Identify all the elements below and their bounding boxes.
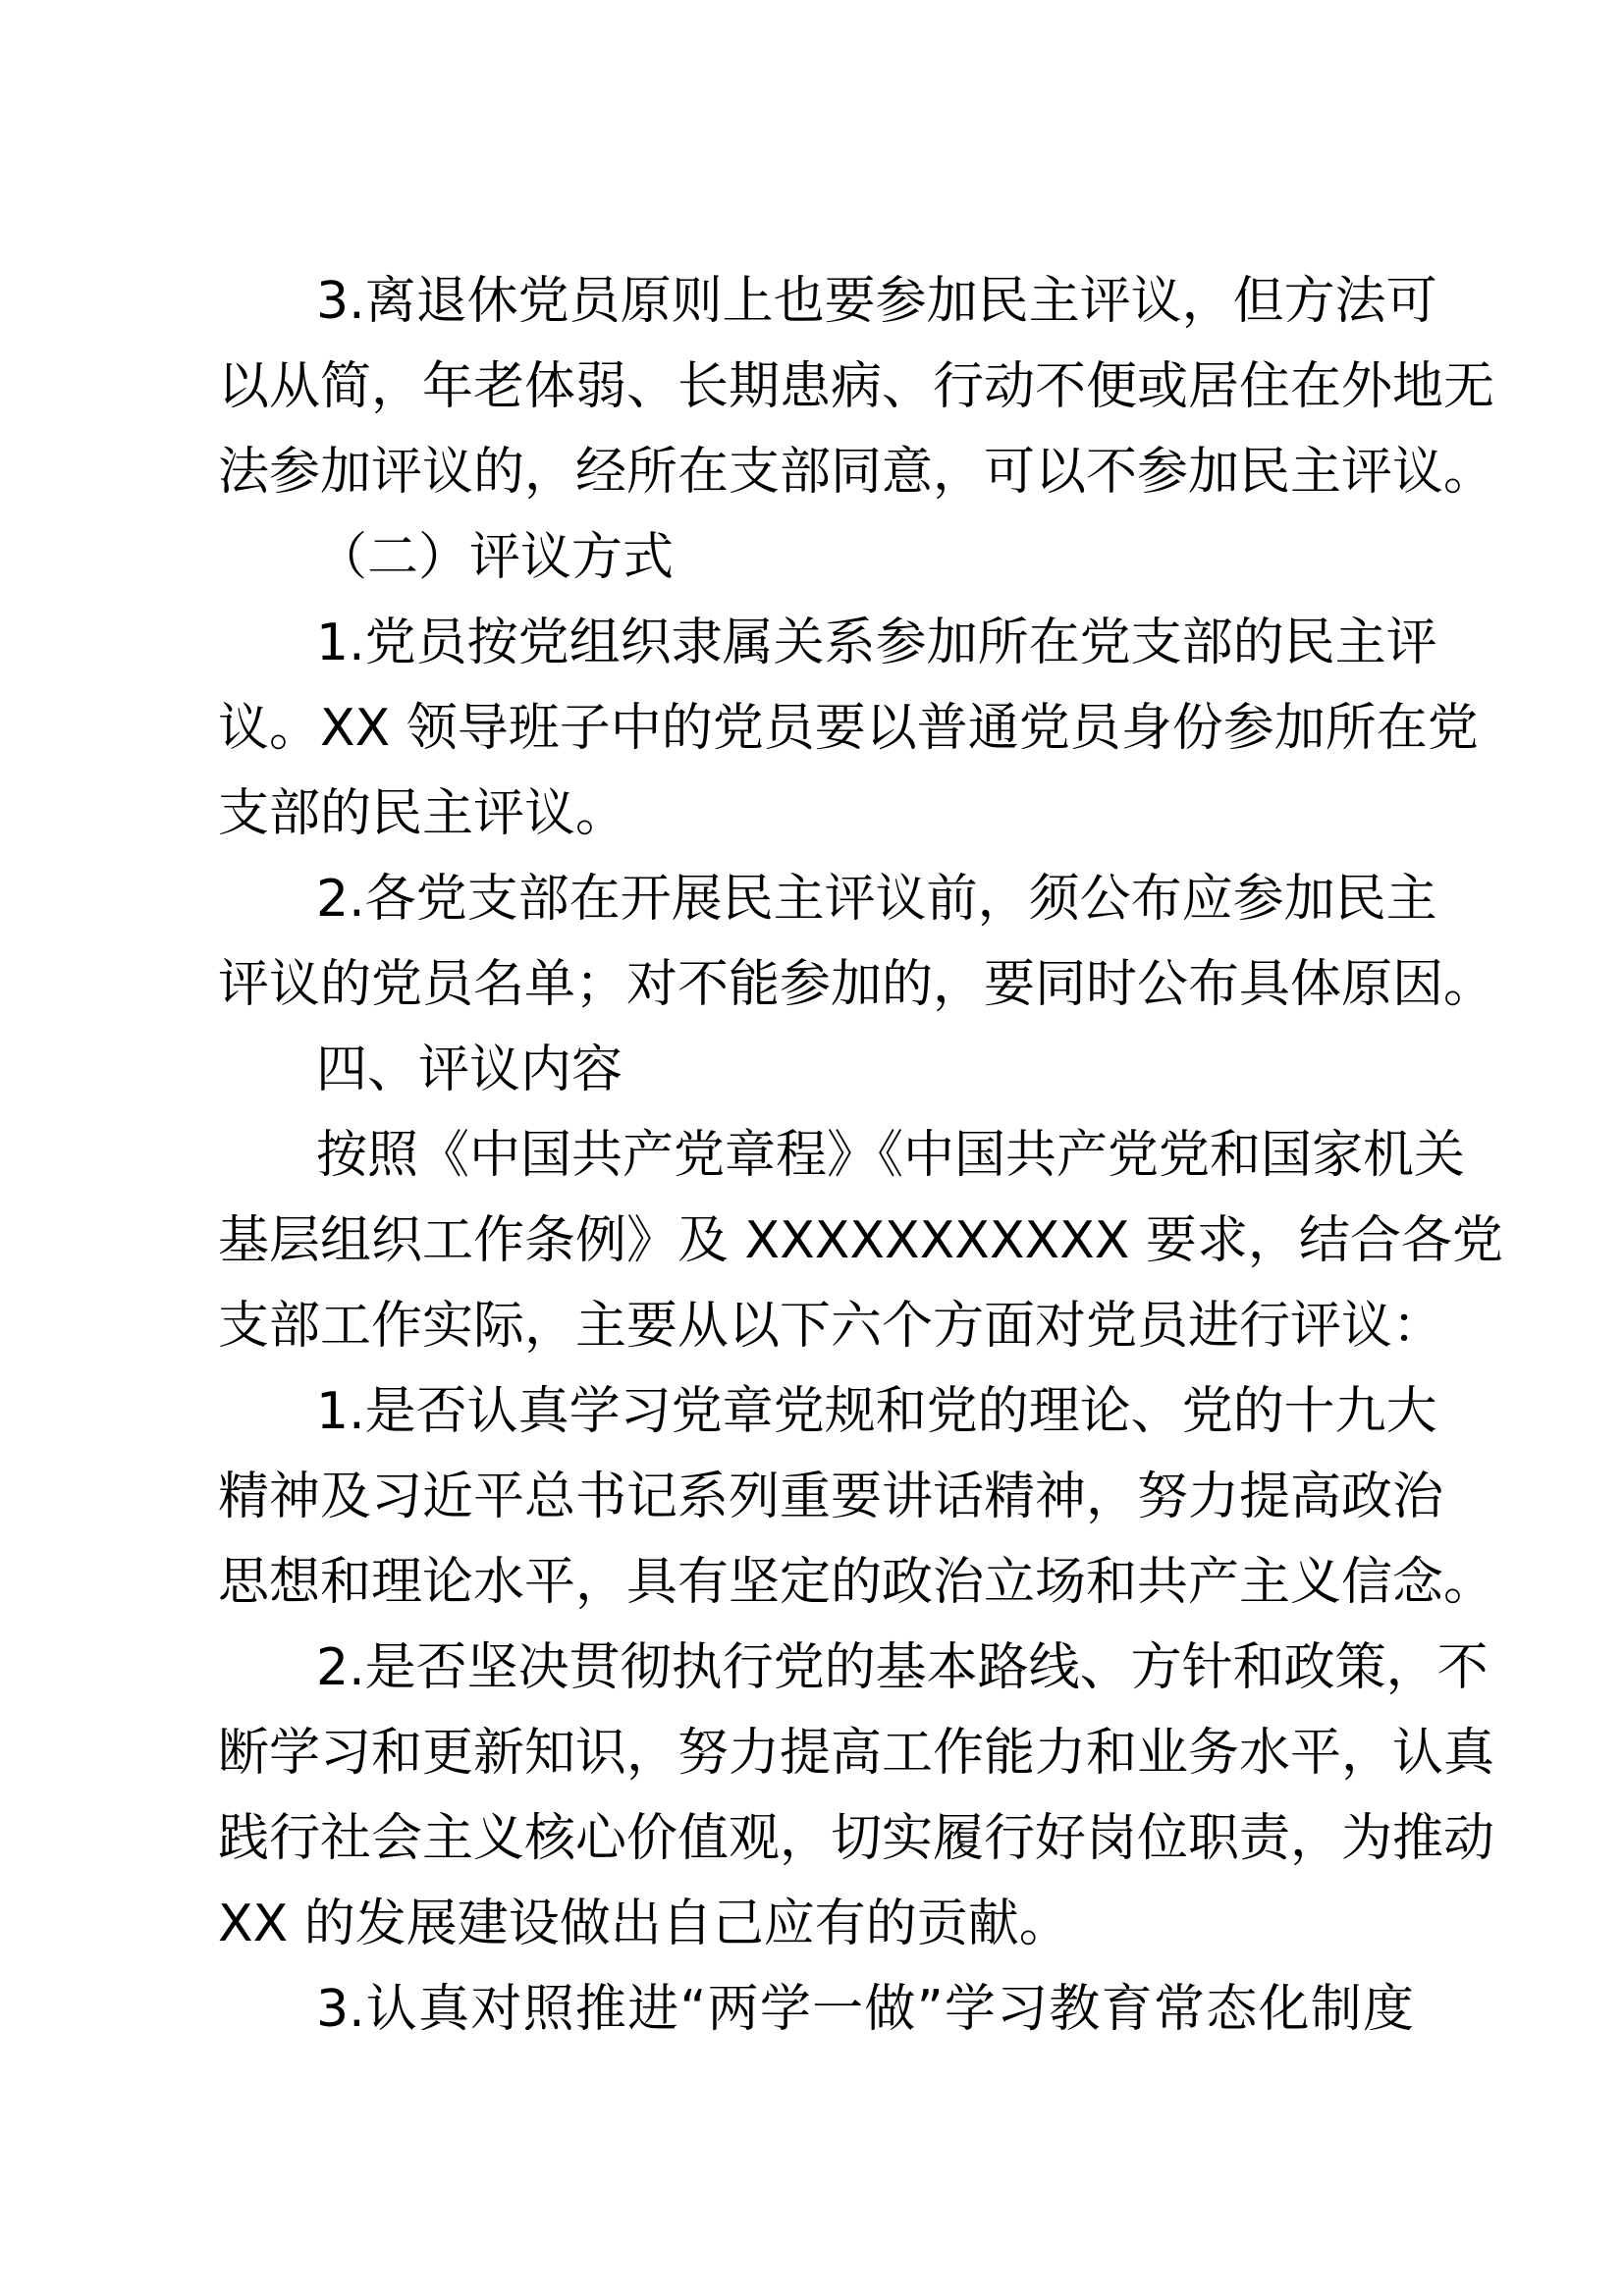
- paragraph: [218, 259, 1495, 515]
- section-heading: [218, 515, 1414, 601]
- text-line: 以从简，年老体弱、长期患病、行动不便或居住在外地无: [218, 357, 1495, 416]
- heading-text: 四、评议内容: [316, 1041, 623, 1099]
- text-line: 1.是否认真学习党章党规和党的理论、党的十九大: [316, 1382, 1437, 1441]
- text-line: 2.是否坚决贯彻执行党的基本路线、方针和政策，不: [316, 1638, 1489, 1697]
- text-line: 精神及习近平总书记系列重要讲话精神，努力提高政治: [218, 1468, 1444, 1526]
- text-line: 3.认真对照推进“两学一做”学习教育常态化制度: [316, 1980, 1414, 2039]
- text-line: 支部工作实际，主要从以下六个方面对党员进行评议：: [218, 1297, 1444, 1356]
- paragraph: [218, 1113, 1503, 1369]
- text-line: 支部的民主评议。: [218, 784, 627, 843]
- text-line: 基层组织工作条例》及 XXXXXXXXXXX 要求，结合各党: [218, 1211, 1503, 1270]
- heading-text: （二）评议方式: [316, 528, 675, 587]
- paragraph: [218, 857, 1495, 1028]
- text-line: 断学习和更新知识，努力提高工作能力和业务水平，认真: [218, 1724, 1495, 1783]
- text-line: 3.离退休党员原则上也要参加民主评议，但方法可: [316, 272, 1437, 331]
- text-line: 2.各党支部在开展民主评议前，须公布应参加民主: [316, 870, 1437, 929]
- text-line: 按照《中国共产党章程》《中国共产党党和国家机关: [316, 1126, 1466, 1185]
- paragraph: [218, 601, 1479, 857]
- paragraph: [218, 1626, 1495, 1967]
- paragraph: [218, 1369, 1495, 1626]
- text-line: 法参加评议的，经所在支部同意，可以不参加民主评议。: [218, 443, 1495, 502]
- text-line: 评议的党员名单；对不能参加的，要同时公布具体原因。: [218, 955, 1495, 1014]
- section-heading: [218, 1028, 1414, 1113]
- paragraph: [218, 1967, 1414, 2053]
- text-line: XX 的发展建设做出自己应有的贡献。: [218, 1895, 1070, 1953]
- text-line: 议。XX 领导班子中的党员要以普通党员身份参加所在党: [218, 699, 1479, 758]
- text-line: 1.党员按党组织隶属关系参加所在党支部的民主评: [316, 614, 1437, 672]
- document-page: [218, 259, 1503, 2053]
- text-line: 思想和理论水平，具有坚定的政治立场和共产主义信念。: [218, 1553, 1495, 1612]
- text-line: 践行社会主义核心价值观，切实履行好岗位职责，为推动: [218, 1809, 1495, 1868]
